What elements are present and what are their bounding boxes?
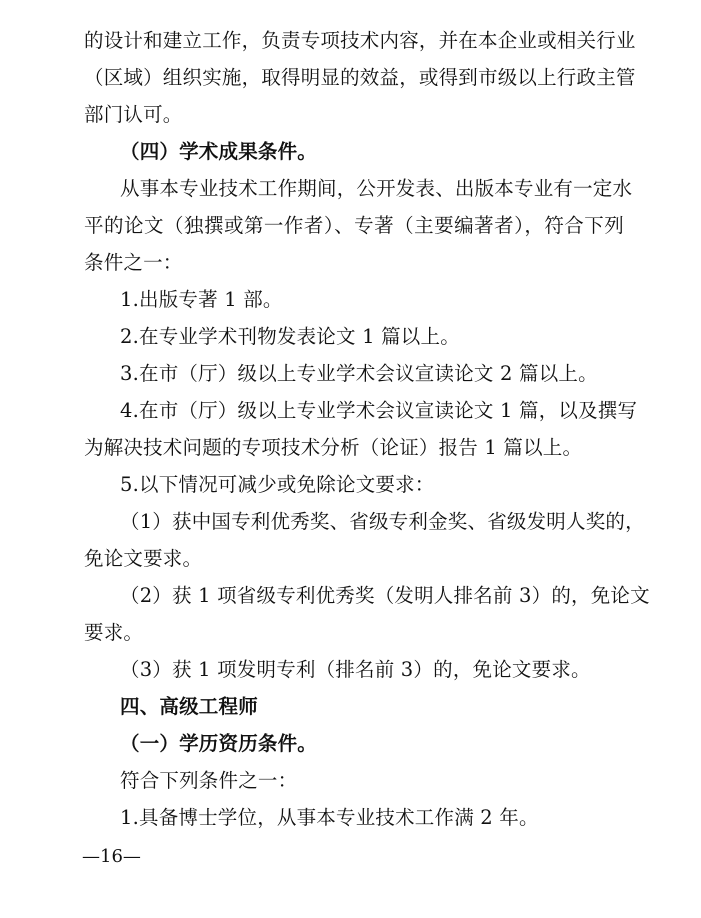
page-number: —16— xyxy=(82,846,141,867)
body-text-line-5: 从事本专业技术工作期间，公开发表、出版本专业有一定水 xyxy=(120,177,633,200)
list-item-4-line-2: 为解决技术问题的专项技术分析（论证）报告 1 篇以上。 xyxy=(84,436,583,459)
body-text-line-2: （区域）组织实施，取得明显的效益，或得到市级以上行政主管 xyxy=(84,66,636,89)
sub-item-2-line-1: （2）获 1 项省级专利优秀奖（发明人排名前 3）的，免论文 xyxy=(120,584,650,607)
list-item-1: 1.出版专著 1 部。 xyxy=(120,288,283,311)
body-text-line-7: 条件之一： xyxy=(84,251,183,274)
body-text-line-3: 部门认可。 xyxy=(84,103,183,126)
section-heading-senior-engineer: 四、高级工程师 xyxy=(120,695,258,718)
sub-item-3: （3）获 1 项发明专利（排名前 3）的，免论文要求。 xyxy=(120,658,591,681)
body-text-line-1: 的设计和建立工作，负责专项技术内容，并在本企业或相关行业 xyxy=(84,29,636,52)
list-item-2: 2.在专业学术刊物发表论文 1 篇以上。 xyxy=(120,325,460,348)
body-text-line-21: 符合下列条件之一： xyxy=(120,769,298,792)
sub-item-1-line-1: （1）获中国专利优秀奖、省级专利金奖、省级发明人奖的， xyxy=(120,510,645,533)
list-item-4-line-1: 4.在市（厅）级以上专业学术会议宣读论文 1 篇，以及撰写 xyxy=(120,399,638,422)
list-item-3: 3.在市（厅）级以上专业学术会议宣读论文 2 篇以上。 xyxy=(120,362,598,385)
body-text-line-6: 平的论文（独撰或第一作者）、专著（主要编著者），符合下列 xyxy=(84,214,624,237)
list-item-doctorate: 1.具备博士学位，从事本专业技术工作满 2 年。 xyxy=(120,806,539,829)
list-item-5: 5.以下情况可减少或免除论文要求： xyxy=(120,473,435,496)
sub-item-1-line-2: 免论文要求。 xyxy=(84,547,203,570)
sub-item-2-line-2: 要求。 xyxy=(84,621,144,644)
section-heading-academic-achievements: （四）学术成果条件。 xyxy=(120,140,318,163)
section-heading-education-qualifications: （一）学历资历条件。 xyxy=(120,732,318,755)
